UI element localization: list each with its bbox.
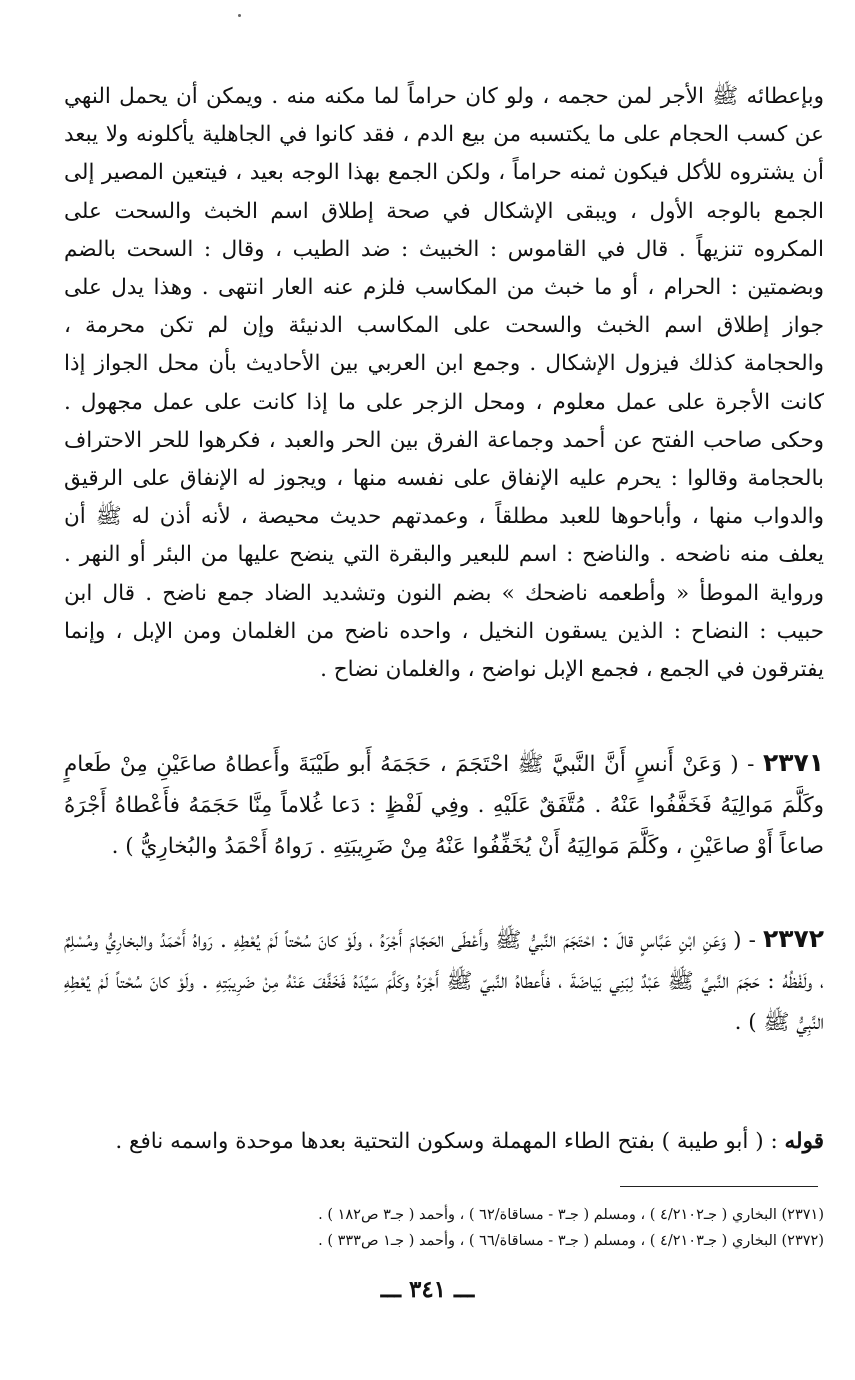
footnotes — [64, 1202, 824, 1254]
hadith-number: ٢٣٧٢ — [762, 924, 824, 953]
footnote-2371: (٢٣٧١) البخاري ( جـ٤/٢١٠٢ ) ، ومسلم ( جـ٣ - مساقاة/٦٢ ) ، وأحمد ( جـ٣ ص١٨٢ ) . — [318, 1207, 824, 1223]
hadith-number: ٢٣٧١ — [762, 748, 824, 777]
page-number: ـــ ٣٤١ ـــ — [380, 1276, 475, 1303]
page-speck — [238, 14, 241, 17]
hadith-text: - ( وَعَنْ أَنسٍ أَنَّ النَّبيَّ ﷺ احْتَجَمَ ، حَجَمَهُ أَبو طَيْبَةَ وأَعطاهُ صاعَيْنِ مِنْ طَعامٍ وكَلَّمَ مَوالِيَهُ فَخَفَّفُوا عَنْهُ . مُتَّفَقٌ عَلَيْهِ . وفِي لَفْظٍ : دَعا غُلاماً مِنَّا حَجَمَهُ فأَعْطاهُ أَجْرَهُ صاعاً أَوْ صاعَيْنِ ، وكَلَّمَ مَوالِيَهُ أَنْ يُخَفِّفُوا عَنْهُ مِنْ ضَرِيبَتِهِ . رَواهُ أَحْمَدُ والبُخارِيُّ ) . — [64, 752, 824, 859]
qawl-paragraph — [64, 1123, 824, 1161]
commentary-text: وبإعطائه ﷺ الأجر لمن حجمه ، ولو كان حراماً لما مكنه منه . ويمكن أن يحمل النهي عن كسب الحجام على ما يكتسبه من بيع الدم ، فقد كانوا في الجاهلية يأكلونه ولا يبعد أن يشتروه للأكل فيكون ثمنه حراماً ، ولكن الجمع بهذا الوجه بعيد ، فيتعين المصير إلى الجمع بالوجه الأول ، ويبقى الإشكال في صحة إطلاق اسم الخبث والسحت على المكروه تنزيهاً . قال في القاموس : الخبيث : ضد الطيب ، وقال : السحت بالضم وبضمتين : الحرام ، أو ما خبث من المكاسب فلزم عنه العار انتهى . وهذا يدل على جواز إطلاق اسم الخبث والسحت على المكاسب الدنيئة وإن لم تكن محرمة ، والحجامة كذلك فيزول الإشكال . وجمع ابن العربي بين الأحاديث بأن محل الجواز إذا كانت الأجرة على عمل معلوم ، ومحل الزجر على ما إذا كانت على عمل مجهول . وحكى صاحب الفتح عن أحمد وجماعة الفرق بين الحر والعبد ، فكرهوا للحر الاحتراف بالحجامة وقالوا : يحرم عليه الإنفاق على نفسه منها ، ويجوز له الإنفاق على الرقيق والدواب منها ، وأباحوها للعبد مطلقاً ، وعمدتهم حديث محيصة ، لأنه أذن له ﷺ أن يعلف منه ناضحه . والناضح : اسم للبعير والبقرة التي ينضح عليها من البئر أو النهر . ورواية الموطأ « وأطعمه ناضحك » بضم النون وتشديد الضاد جمع ناضح . قال ابن حبيب : النضاح : الذين يسقون النخيل ، واحده ناضح من الغلمان ومن الإبل ، وإنما يفترقون في الجمع ، فجمع الإبل نواضح ، والغلمان نضاح . — [64, 84, 824, 683]
commentary-paragraph — [64, 78, 824, 689]
qawl-label: قوله — [784, 1129, 824, 1154]
qawl-text: : ( أبو طيبة ) بفتح الطاء المهملة وسكون التحتية بعدها موحدة واسمه نافع . — [115, 1129, 785, 1154]
footnote-2372: (٢٣٧٢) البخاري ( جـ٤/٢١٠٣ ) ، ومسلم ( جـ٣ - مساقاة/٦٦ ) ، وأحمد ( جـ١ ص٣٣٣ ) . — [318, 1233, 824, 1249]
hadith-2372 — [64, 918, 824, 1043]
footnote-separator — [620, 1186, 818, 1187]
hadith-2371 — [64, 742, 824, 867]
hadith-text: - ( وَعَنِ ابْنِ عَبَّاسٍ قالَ : احْتَجَمَ النَّبيُّ ﷺ وأَعْطَى الحَجّامَ أَجْرَهُ ، ولَوْ كانَ سُحْتاً لَمْ يُعْطِهِ . رَواهُ أَحْمَدُ والبخارِيُّ ومُسْلِمٌ ، ولَفْظُهُ : حَجَمَ النَّبيَّ ﷺ عَبْدٌ لِبَنِي بَياضَةَ ، فأَعطاهُ النَّبيّ ﷺ أَجْرَهُ وكَلَّمَ سَيِّدَهُ فَخَفَّفَ عَنْهُ مِنْ ضَرِيبَتِهِ . ولَوْ كانَ سُحْتاً لَمْ يُعْطِهِ النَّبِيُّ ﷺ ) . — [64, 928, 824, 1035]
